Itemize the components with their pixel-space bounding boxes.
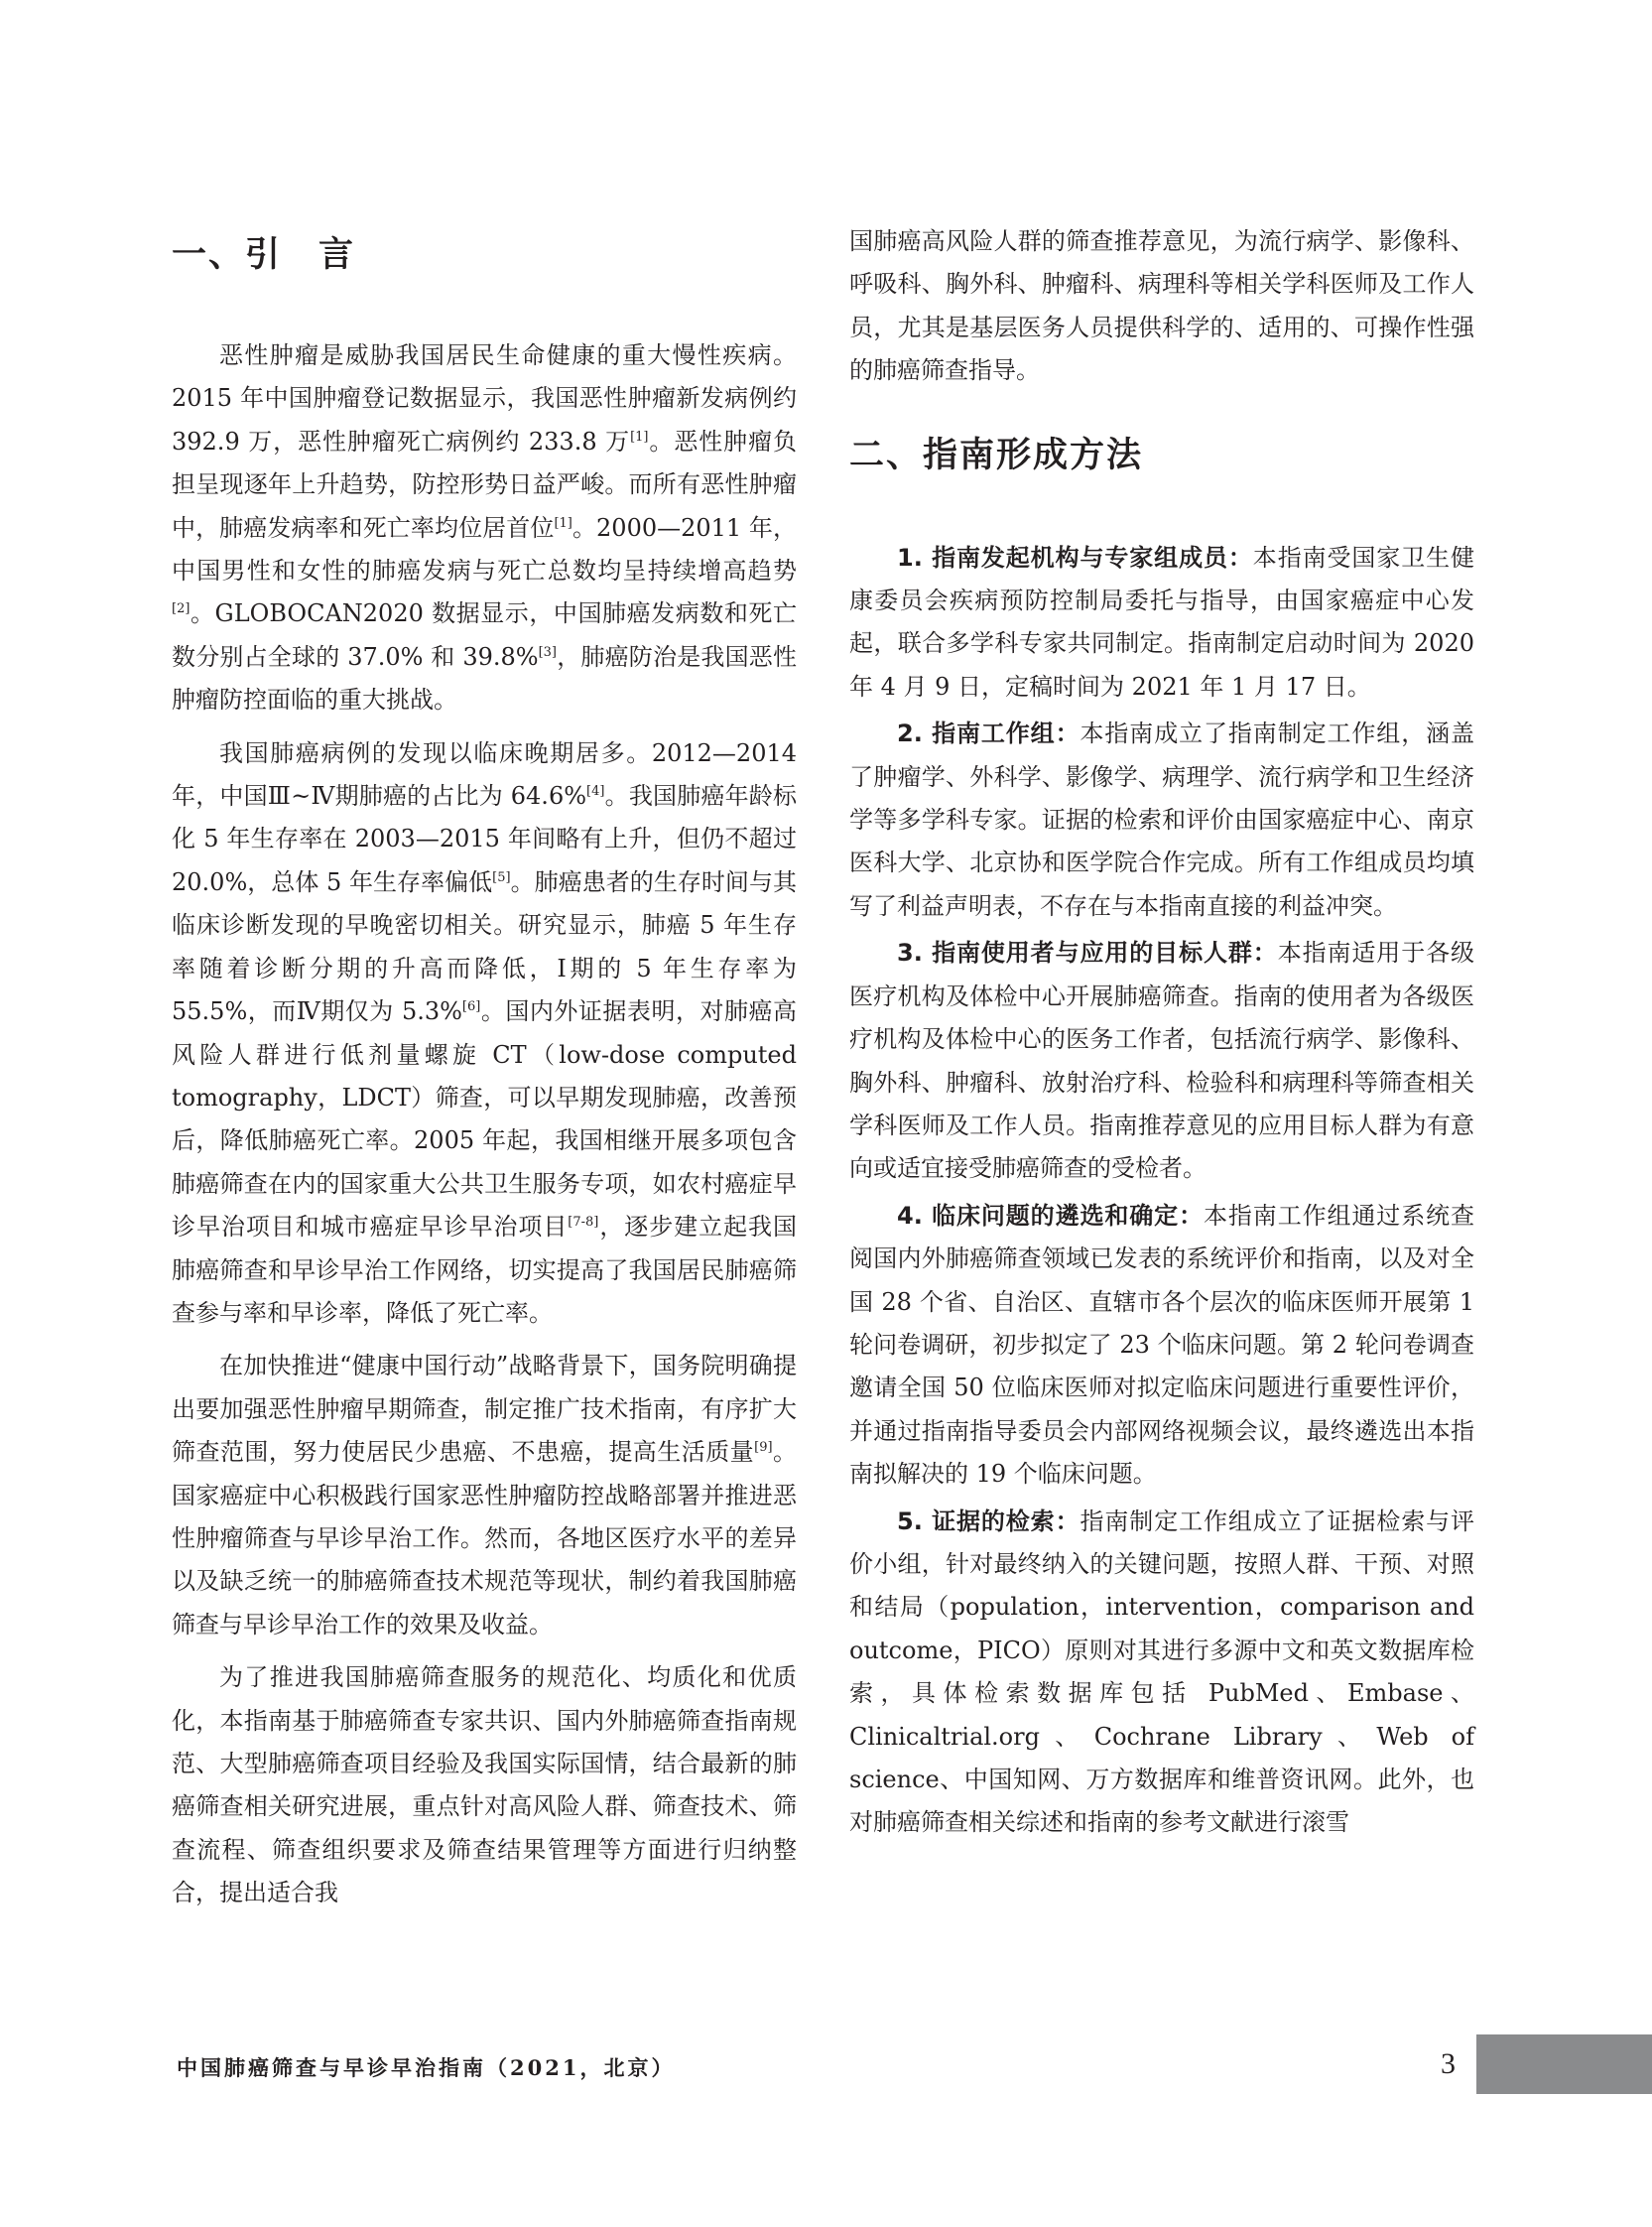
left-column xyxy=(172,218,797,1915)
section-heading-introduction: 一、引 言 xyxy=(172,235,356,275)
subsection-3-title: 3. 指南使用者与应用的目标人群： xyxy=(897,939,1278,968)
citation: [4] xyxy=(586,784,605,800)
citation: [5] xyxy=(492,869,511,885)
right-column xyxy=(849,220,1474,1845)
subsection-2: 2. 指南工作组：本指南成立了指南制定工作组，涵盖了肿瘤学、外科学、影像学、病理学、流行病学和卫生经济学等多学科专家。证据的检索和评价由国家癌症中心、南京医科大学、北京协和医学院合作完成。所有工作组成员均填写了利益声明表，不存在与本指南直接的利益冲突。 xyxy=(849,720,1475,920)
citation: [7-8] xyxy=(568,1215,599,1231)
subsection-1: 1. 指南发起机构与专家组成员：本指南受国家卫生健康委员会疾病预防控制局委托与指导，由国家癌症中心发起，联合多学科专家共同制定。指南制定启动时间为 2020 年 4 月 9 日，定稿时间为 2021 年 1 月 17 日。 xyxy=(849,543,1475,701)
citation: [1] xyxy=(630,429,649,445)
citation: [1] xyxy=(554,515,572,531)
page-number: 3 xyxy=(1441,2047,1456,2080)
citation: [9] xyxy=(754,1440,773,1456)
citation: [3] xyxy=(538,644,557,660)
paragraph-2: 我国肺癌病例的发现以临床晚期居多。2012—2014 年，中国Ⅲ~Ⅳ期肺癌的占比为 64.6%[4]。我国肺癌年龄标化 5 年生存率在 2003—2015 年间略有上升，但仍不超过 20.0%，总体 5 年生存率偏低[5]。肺癌患者的生存时间与其临床诊断发现的早晚密切相关。研究显示，肺癌 5 年生存率随着诊断分期的升高而降低，Ⅰ期的 5 年生存率为 55.5%，而Ⅳ期仅为 5.3%[6]。国内外证据表明，对肺癌高风险人群进行低剂量螺旋 CT（low-dose computed tomography，LDCT）筛查，可以早期发现肺癌，改善预后，降低肺癌死亡率。2005 年起，我国相继开展多项包含肺癌筛查在内的国家重大公共卫生服务专项，如农村癌症早诊早治项目和城市癌症早诊早治项目[7-8]，逐步建立起我国肺癌筛查和早诊早治工作网络，切实提高了我国居民肺癌筛查参与率和早诊率，降低了死亡率。 xyxy=(172,738,797,1327)
section-heading-methods: 二、指南形成方法 xyxy=(849,435,1144,475)
subsection-4-title: 4. 临床问题的遴选和确定： xyxy=(897,1201,1204,1230)
subsection-1-title: 1. 指南发起机构与专家组成员： xyxy=(897,543,1253,572)
paragraph-1: 恶性肿瘤是威胁我国居民生命健康的重大慢性疾病。2015 年中国肿瘤登记数据显示，我国恶性肿瘤新发病例约 392.9 万，恶性肿瘤死亡病例约 233.8 万[1]。恶性肿瘤负担呈现逐年上升趋势，防控形势日益严峻。而所有恶性肿瘤中，肺癌发病率和死亡率均位居首位[1]。2000—2011 年，中国男性和女性的肺癌发病与死亡总数均呈持续增高趋势[2]。GLOBOCAN2020 数据显示，中国肺癌发病数和死亡数分别占全球的 37.0% 和 39.8%[3]，肺癌防治是我国恶性肿瘤防控面临的重大挑战。 xyxy=(172,341,798,715)
citation: [2] xyxy=(172,601,191,617)
paragraph-continued: 国肺癌高风险人群的筛查推荐意见，为流行病学、影像科、呼吸科、胸外科、肿瘤科、病理科等相关学科医师及工作人员，尤其是基层医务人员提供科学的、适用的、可操作性强的肺癌筛查指导。 xyxy=(849,227,1474,385)
subsection-4: 4. 临床问题的遴选和确定：本指南工作组通过系统查阅国内外肺癌筛查领域已发表的系统评价和指南，以及对全国 28 个省、自治区、直辖市各个层次的临床医师开展第 1 轮问卷调研，初步拟定了 23 个临床问题。第 2 轮问卷调查邀请全国 50 位临床医师对拟定临床问题进行重要性评价，并通过指南指导委员会内部网络视频会议，最终遴选出本指南拟解决的 19 个临床问题。 xyxy=(849,1201,1475,1489)
subsection-3: 3. 指南使用者与应用的目标人群：本指南适用于各级医疗机构及体检中心开展肺癌筛查。指南的使用者为各级医疗机构及体检中心的医务工作者，包括流行病学、影像科、胸外科、肿瘤科、放射治疗科、检验科和病理科等筛查相关学科医师及工作人员。指南推荐意见的应用目标人群为有意向或适宜接受肺癌筛查的受检者。 xyxy=(849,939,1475,1183)
subsection-5: 5. 证据的检索：指南制定工作组成立了证据检索与评价小组，针对最终纳入的关键问题，按照人群、干预、对照和结局（population，intervention，comparison and outcome，PICO）原则对其进行多源中文和英文数据库检索，具体检索数据库包括 PubMed、Embase、Clinicaltrial.org、Cochrane Library、Web of science、中国知网、万方数据库和维普资讯网。此外，也对肺癌筛查相关综述和指南的参考文献进行滚雪 xyxy=(849,1506,1475,1837)
citation: [6] xyxy=(461,999,481,1015)
paragraph-3: 在加快推进“健康中国行动”战略背景下，国务院明确提出要加强恶性肿瘤早期筛查，制定推广技术指南，有序扩大筛查范围，努力使居民少患癌、不患癌，提高生活质量[9]。国家癌症中心积极践行国家恶性肿瘤防控战略部署并推进恶性肿瘤筛查与早诊早治工作。然而，各地区医疗水平的差异以及缺乏统一的肺癌筛查技术规范等现状，制约着我国肺癌筛查与早诊早治工作的效果及收益。 xyxy=(172,1352,798,1638)
paragraph-4: 为了推进我国肺癌筛查服务的规范化、均质化和优质化，本指南基于肺癌筛查专家共识、国内外肺癌筛查指南规范、大型肺癌筛查项目经验及我国实际国情，结合最新的肺癌筛查相关研究进展，重点针对高风险人群、筛查技术、筛查流程、筛查组织要求及筛查结果管理等方面进行归纳整合，提出适合我 xyxy=(172,1663,797,1907)
subsection-5-title: 5. 证据的检索： xyxy=(897,1506,1080,1535)
subsection-2-title: 2. 指南工作组： xyxy=(897,720,1080,748)
page-tab-bar xyxy=(1476,2034,1652,2094)
running-footer-title: 中国肺癌筛查与早诊早治指南（2021，北京） xyxy=(177,2055,676,2080)
